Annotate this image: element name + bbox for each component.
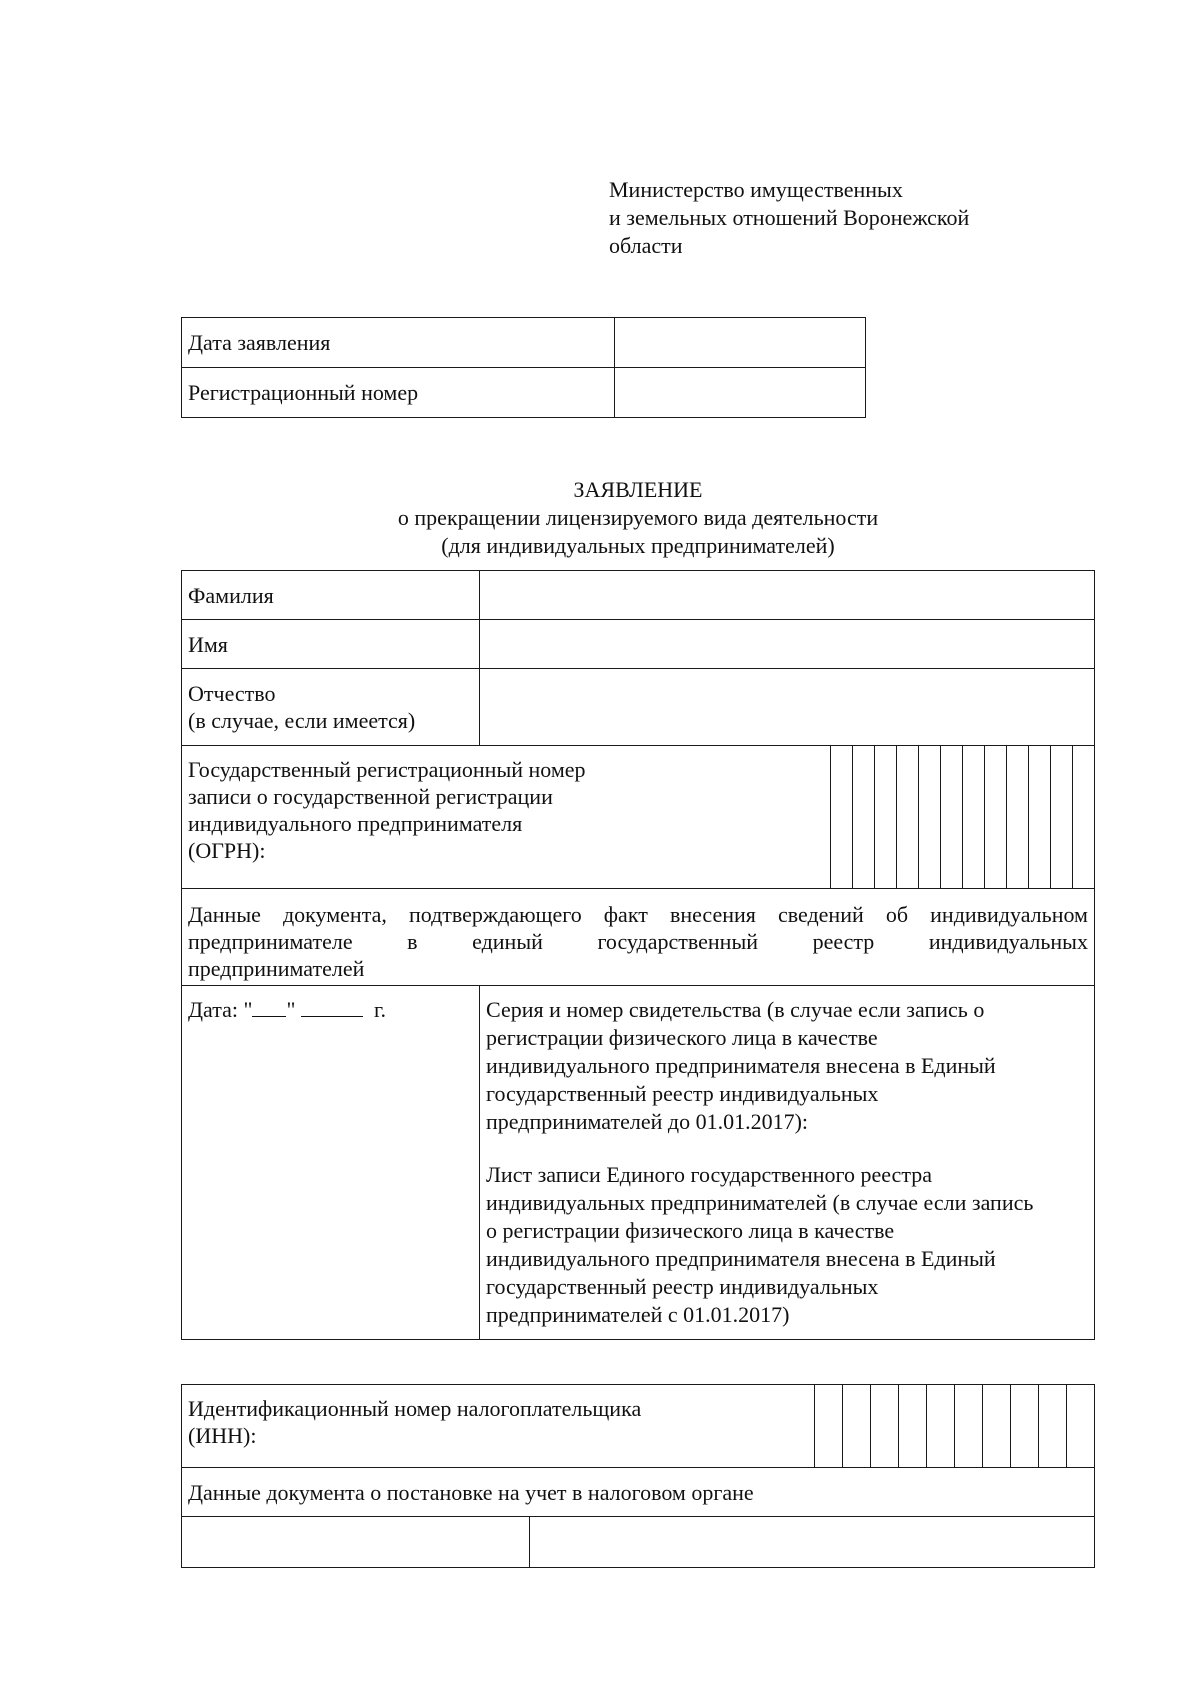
- registration-table: [181, 317, 866, 418]
- patronymic-label-text: Отчество: [188, 681, 276, 706]
- date-month-blank[interactable]: [301, 996, 363, 1017]
- heading-word: факт: [603, 902, 648, 927]
- inn-label-line: Идентификационный номер налогоплательщика: [188, 1396, 642, 1421]
- inn-digit-cell[interactable]: [843, 1385, 871, 1468]
- date-quote: ": [286, 997, 296, 1022]
- ogrn-digit-cell[interactable]: [1029, 746, 1051, 889]
- ogrn-digit-cell[interactable]: [941, 746, 963, 889]
- date-day-blank[interactable]: [252, 996, 286, 1017]
- ogrn-digit-cell[interactable]: [963, 746, 985, 889]
- egrip-heading-line-1: [188, 901, 1088, 928]
- ogrn-label-line: записи о государственной регистрации: [188, 784, 553, 809]
- tax-registration-label: Данные документа о постановке на учет в налоговом органе: [182, 1468, 1095, 1517]
- ogrn-label: [182, 746, 831, 889]
- record-sheet-paragraph: [486, 1161, 1088, 1329]
- name-field[interactable]: [480, 620, 1095, 669]
- addressee-line: области: [609, 233, 683, 258]
- name-label: Имя: [182, 620, 480, 669]
- heading-word: единый: [472, 929, 543, 954]
- heading-word: внесения: [669, 902, 756, 927]
- tax-registration-field-right[interactable]: [530, 1517, 1095, 1568]
- certificate-line: государственный реестр индивидуальных: [486, 1081, 879, 1106]
- inn-digit-cell[interactable]: [955, 1385, 983, 1468]
- inn-label: [182, 1385, 815, 1468]
- document-subtitle-note: (для индивидуальных предпринимателей): [441, 533, 835, 558]
- surname-field[interactable]: [480, 571, 1095, 620]
- applicant-table: [181, 570, 1095, 1340]
- egrip-heading-line-2: [188, 928, 1088, 955]
- date-prefix: Дата: ": [188, 997, 253, 1022]
- document-title: ЗАЯВЛЕНИЕ: [573, 477, 703, 502]
- ogrn-digit-cell[interactable]: [1073, 746, 1095, 889]
- record-sheet-line: индивидуальных предпринимателей (в случае если запись: [486, 1190, 1034, 1215]
- heading-word: сведений: [777, 902, 864, 927]
- ogrn-label-line: индивидуального предпринимателя: [188, 811, 523, 836]
- heading-word: в: [407, 929, 418, 954]
- inn-digit-cell[interactable]: [1067, 1385, 1095, 1468]
- ogrn-digit-cell[interactable]: [985, 746, 1007, 889]
- record-sheet-line: о регистрации физического лица в качестве: [486, 1218, 895, 1243]
- patronymic-label: [182, 669, 480, 746]
- certificate-line: регистрации физического лица в качестве: [486, 1025, 878, 1050]
- patronymic-field[interactable]: [480, 669, 1095, 746]
- addressee-line: и земельных отношений Воронежской: [609, 205, 970, 230]
- ogrn-label-line: Государственный регистрационный номер: [188, 757, 586, 782]
- egrip-document-heading: [182, 889, 1095, 986]
- certificate-paragraph: [486, 996, 1088, 1136]
- registration-number-label: Регистрационный номер: [182, 368, 615, 418]
- ogrn-digit-cell[interactable]: [1007, 746, 1029, 889]
- egrip-date-cell[interactable]: [182, 986, 480, 1340]
- date-suffix: г.: [373, 997, 386, 1022]
- registration-number-field[interactable]: [615, 368, 866, 418]
- inn-digit-cell[interactable]: [815, 1385, 843, 1468]
- record-sheet-line: Лист записи Единого государственного реестра: [486, 1162, 932, 1187]
- heading-word: Данные: [188, 902, 261, 927]
- heading-word: предпринимателе: [188, 929, 353, 954]
- document-subtitle: о прекращении лицензируемого вида деятельности: [397, 505, 879, 530]
- addressee-line: Министерство имущественных: [609, 177, 903, 202]
- egrip-certificate-cell[interactable]: [480, 986, 1095, 1340]
- record-sheet-line: предпринимателей с 01.01.2017): [486, 1302, 790, 1327]
- heading-word: об: [885, 902, 909, 927]
- heading-word: индивидуальных: [928, 929, 1088, 954]
- record-sheet-line: государственный реестр индивидуальных: [486, 1274, 879, 1299]
- document-heading: [181, 476, 1095, 560]
- addressee-block: [609, 176, 1039, 260]
- heading-word: реестр: [812, 929, 875, 954]
- certificate-line: индивидуального предпринимателя внесена в Единый: [486, 1053, 996, 1078]
- inn-digit-cell[interactable]: [927, 1385, 955, 1468]
- ogrn-digit-cell[interactable]: [919, 746, 941, 889]
- inn-label-line: (ИНН):: [188, 1423, 257, 1448]
- certificate-line: Серия и номер свидетельства (в случае если запись о: [486, 997, 985, 1022]
- ogrn-digit-cell[interactable]: [897, 746, 919, 889]
- inn-digit-cell[interactable]: [983, 1385, 1011, 1468]
- heading-word: индивидуальном: [930, 902, 1088, 927]
- heading-word: документа,: [282, 902, 387, 927]
- ogrn-digit-cell[interactable]: [875, 746, 897, 889]
- ogrn-label-line: (ОГРН):: [188, 838, 266, 863]
- application-date-label: Дата заявления: [182, 318, 615, 368]
- ogrn-digit-cell[interactable]: [831, 746, 853, 889]
- record-sheet-line: индивидуального предпринимателя внесена в Единый: [486, 1246, 996, 1271]
- heading-word: государственный: [597, 929, 759, 954]
- surname-label: Фамилия: [182, 571, 480, 620]
- tax-registration-field-left[interactable]: [182, 1517, 530, 1568]
- inn-digit-cell[interactable]: [1039, 1385, 1067, 1468]
- egrip-heading-line-3: предпринимателей: [188, 956, 365, 981]
- inn-digit-cell[interactable]: [871, 1385, 899, 1468]
- certificate-line: предпринимателей до 01.01.2017):: [486, 1109, 809, 1134]
- inn-digit-cell[interactable]: [1011, 1385, 1039, 1468]
- ogrn-digit-cell[interactable]: [853, 746, 875, 889]
- patronymic-note: (в случае, если имеется): [188, 708, 416, 733]
- tax-table: [181, 1384, 1095, 1568]
- heading-word: подтверждающего: [408, 902, 582, 927]
- ogrn-digit-cell[interactable]: [1051, 746, 1073, 889]
- inn-digit-cell[interactable]: [899, 1385, 927, 1468]
- application-date-field[interactable]: [615, 318, 866, 368]
